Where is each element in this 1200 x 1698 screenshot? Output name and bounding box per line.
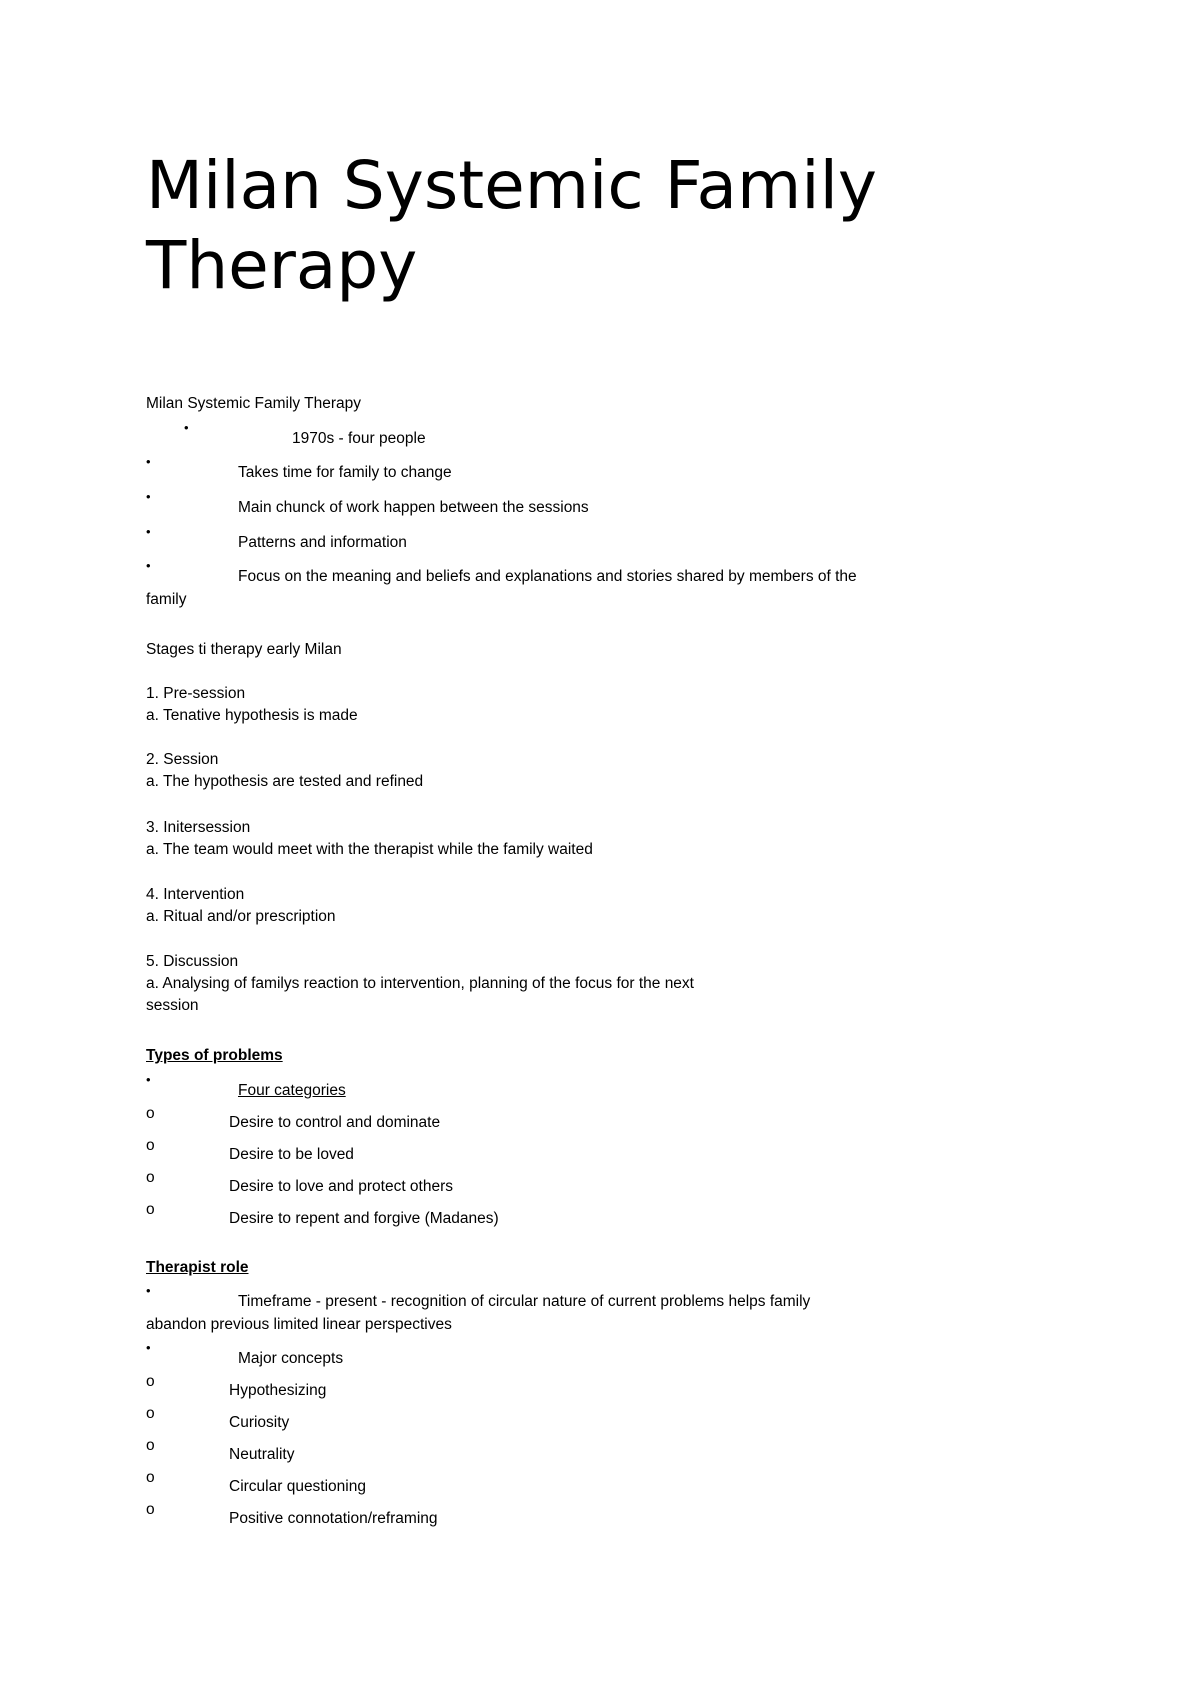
intro-bullet-1: 1970s - four people <box>292 430 426 447</box>
bullet-icon: • <box>184 420 189 435</box>
stage-5-label: 5. Discussion <box>146 953 239 970</box>
concept-5: Positive connotation/reframing <box>229 1510 438 1527</box>
sub-bullet-icon: o <box>146 1437 155 1454</box>
stage-3-sub: a. The team would meet with the therapist while the family waited <box>146 841 593 858</box>
bullet-icon: • <box>146 524 151 539</box>
document-title: Milan Systemic Family Therapy <box>146 147 877 304</box>
concept-4: Circular questioning <box>229 1478 366 1495</box>
sub-bullet-icon: o <box>146 1105 155 1122</box>
therapist-heading: Therapist role <box>146 1259 249 1276</box>
sub-bullet-icon: o <box>146 1373 155 1390</box>
problems-sub-1: Desire to control and dominate <box>229 1114 441 1131</box>
therapist-bullet-1: Timeframe - present - recognition of circular nature of current problems helps family <box>238 1293 811 1310</box>
sub-bullet-icon: o <box>146 1469 155 1486</box>
sub-bullet-icon: o <box>146 1405 155 1422</box>
intro-bullet-2: Takes time for family to change <box>238 464 452 481</box>
bullet-icon: • <box>146 558 151 573</box>
stage-2-label: 2. Session <box>146 751 219 768</box>
problems-sub-4: Desire to repent and forgive (Madanes) <box>229 1210 499 1227</box>
sub-bullet-icon: o <box>146 1501 155 1518</box>
concept-1: Hypothesizing <box>229 1382 327 1399</box>
concept-3: Neutrality <box>229 1446 295 1463</box>
stage-3-label: 3. Initersession <box>146 819 251 836</box>
stage-4-sub: a. Ritual and/or prescription <box>146 908 336 925</box>
bullet-icon: • <box>146 1283 151 1298</box>
stage-1-sub: a. Tenative hypothesis is made <box>146 707 358 724</box>
therapist-bullet-1-continuation: abandon previous limited linear perspectives <box>146 1316 452 1333</box>
intro-heading: Milan Systemic Family Therapy <box>146 395 362 412</box>
sub-bullet-icon: o <box>146 1201 155 1218</box>
intro-bullet-5: Focus on the meaning and beliefs and explanations and stories shared by members of the <box>238 568 857 585</box>
problems-sub-3: Desire to love and protect others <box>229 1178 454 1195</box>
stage-5-sub-continuation: session <box>146 997 199 1014</box>
bullet-icon: • <box>146 1072 151 1087</box>
concept-2: Curiosity <box>229 1414 290 1431</box>
problems-heading: Types of problems <box>146 1047 283 1064</box>
problems-sub-2: Desire to be loved <box>229 1146 354 1163</box>
intro-bullet-3: Main chunck of work happen between the sessions <box>238 499 589 516</box>
bullet-icon: • <box>146 489 151 504</box>
stage-2-sub: a. The hypothesis are tested and refined <box>146 773 424 790</box>
bullet-icon: • <box>146 454 151 469</box>
sub-bullet-icon: o <box>146 1169 155 1186</box>
sub-bullet-icon: o <box>146 1137 155 1154</box>
stage-1-label: 1. Pre-session <box>146 685 246 702</box>
intro-bullet-5-continuation: family <box>146 591 187 608</box>
problems-bullet: Four categories <box>238 1082 346 1099</box>
stage-5-sub: a. Analysing of familys reaction to intervention, planning of the focus for the next <box>146 975 694 992</box>
bullet-icon: • <box>146 1340 151 1355</box>
therapist-bullet-2: Major concepts <box>238 1350 344 1367</box>
intro-bullet-4: Patterns and information <box>238 534 407 551</box>
stage-4-label: 4. Intervention <box>146 886 245 903</box>
stages-heading: Stages ti therapy early Milan <box>146 641 342 658</box>
